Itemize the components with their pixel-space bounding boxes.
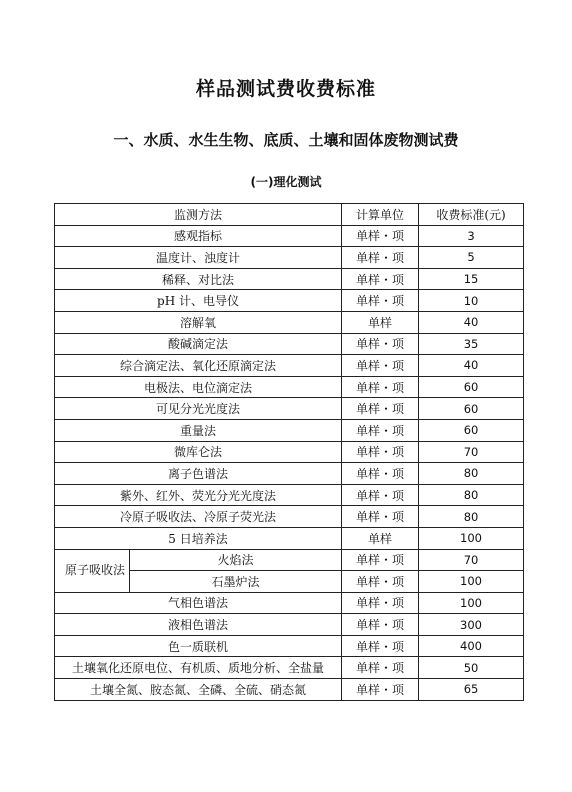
fee-cell: 10 xyxy=(419,290,524,312)
fee-standard-table xyxy=(54,203,524,701)
method-cell: 温度计、浊度计 xyxy=(55,247,342,269)
unit-cell: 单样・项 xyxy=(342,333,419,355)
table-row xyxy=(55,506,524,528)
fee-cell: 5 xyxy=(419,247,524,269)
table-row xyxy=(55,376,524,398)
table-row xyxy=(55,419,524,441)
table-row xyxy=(55,549,524,571)
fee-cell: 60 xyxy=(419,419,524,441)
table-row xyxy=(55,268,524,290)
fee-cell: 65 xyxy=(419,679,524,701)
fee-cell: 300 xyxy=(419,614,524,636)
table-row xyxy=(55,311,524,333)
method-cell: 火焰法 xyxy=(130,549,342,571)
table-row xyxy=(55,441,524,463)
table-row xyxy=(55,355,524,377)
fee-cell: 70 xyxy=(419,549,524,571)
method-cell: 稀释、对比法 xyxy=(55,268,342,290)
unit-cell: 单样 xyxy=(342,527,419,549)
table-row xyxy=(55,290,524,312)
table-row xyxy=(55,679,524,701)
unit-cell: 单样・项 xyxy=(342,549,419,571)
fee-cell: 60 xyxy=(419,376,524,398)
fee-cell: 50 xyxy=(419,657,524,679)
unit-cell: 单样・项 xyxy=(342,376,419,398)
table-row xyxy=(55,333,524,355)
fee-cell: 400 xyxy=(419,635,524,657)
method-cell: 紫外、红外、荧光分光光度法 xyxy=(55,484,342,506)
fee-cell: 100 xyxy=(419,592,524,614)
unit-cell: 单样・项 xyxy=(342,290,419,312)
aas-group-cell: 原子吸收法 xyxy=(55,549,130,592)
table-row xyxy=(55,592,524,614)
method-cell: 溶解氧 xyxy=(55,311,342,333)
table-row xyxy=(55,484,524,506)
fee-cell: 80 xyxy=(419,506,524,528)
table-row xyxy=(55,614,524,636)
fee-cell: 60 xyxy=(419,398,524,420)
unit-cell: 单样・项 xyxy=(342,463,419,485)
method-cell: pH 计、电导仪 xyxy=(55,290,342,312)
method-cell: 石墨炉法 xyxy=(130,571,342,593)
method-cell: 土壤氧化还原电位、有机质、质地分析、全盐量 xyxy=(55,657,342,679)
method-cell: 液相色谱法 xyxy=(55,614,342,636)
fee-cell: 70 xyxy=(419,441,524,463)
fee-cell: 40 xyxy=(419,355,524,377)
method-cell: 离子色谱法 xyxy=(55,463,342,485)
method-cell: 电极法、电位滴定法 xyxy=(55,376,342,398)
fee-cell: 3 xyxy=(419,225,524,247)
table-row xyxy=(55,463,524,485)
method-cell: 感观指标 xyxy=(55,225,342,247)
table-row xyxy=(55,635,524,657)
table-row xyxy=(55,247,524,269)
sub-section-title: (一)理化测试 xyxy=(250,175,322,189)
method-cell: 冷原子吸收法、冷原子荧光法 xyxy=(55,506,342,528)
header-method: 监测方法 xyxy=(55,204,342,226)
unit-cell: 单样・项 xyxy=(342,355,419,377)
table-row xyxy=(55,657,524,679)
header-unit: 计算单位 xyxy=(342,204,419,226)
unit-cell: 单样・项 xyxy=(342,679,419,701)
unit-cell: 单样・项 xyxy=(342,419,419,441)
fee-cell: 100 xyxy=(419,527,524,549)
method-cell: 色一质联机 xyxy=(55,635,342,657)
unit-cell: 单样・项 xyxy=(342,592,419,614)
method-cell: 综合滴定法、氧化还原滴定法 xyxy=(55,355,342,377)
unit-cell: 单样・项 xyxy=(342,635,419,657)
unit-cell: 单样・项 xyxy=(342,571,419,593)
unit-cell: 单样・项 xyxy=(342,225,419,247)
fee-cell: 80 xyxy=(419,463,524,485)
unit-cell: 单样・项 xyxy=(342,441,419,463)
header-fee: 收费标准(元) xyxy=(419,204,524,226)
method-cell: 微库仑法 xyxy=(55,441,342,463)
method-cell: 酸碱滴定法 xyxy=(55,333,342,355)
unit-cell: 单样・项 xyxy=(342,268,419,290)
section-title: 一、水质、水生生物、底质、土壤和固体废物测试费 xyxy=(113,131,459,149)
fee-cell: 80 xyxy=(419,484,524,506)
fee-cell: 35 xyxy=(419,333,524,355)
fee-cell: 40 xyxy=(419,311,524,333)
fee-cell: 15 xyxy=(419,268,524,290)
unit-cell: 单样・项 xyxy=(342,398,419,420)
unit-cell: 单样 xyxy=(342,311,419,333)
method-cell: 可见分光光度法 xyxy=(55,398,342,420)
unit-cell: 单样・项 xyxy=(342,484,419,506)
document-title: 样品测试费收费标准 xyxy=(195,78,376,100)
unit-cell: 单样・项 xyxy=(342,657,419,679)
table-row xyxy=(55,225,524,247)
table-header-row xyxy=(55,204,524,226)
table-row xyxy=(55,398,524,420)
unit-cell: 单样・项 xyxy=(342,506,419,528)
method-cell: 土壤全氮、胺态氮、全磷、全硫、硝态氮 xyxy=(55,679,342,701)
method-cell: 重量法 xyxy=(55,419,342,441)
unit-cell: 单样・项 xyxy=(342,247,419,269)
method-cell: 5 日培养法 xyxy=(55,527,342,549)
fee-cell: 100 xyxy=(419,571,524,593)
method-cell: 气相色谱法 xyxy=(55,592,342,614)
table-row xyxy=(55,527,524,549)
unit-cell: 单样・项 xyxy=(342,614,419,636)
